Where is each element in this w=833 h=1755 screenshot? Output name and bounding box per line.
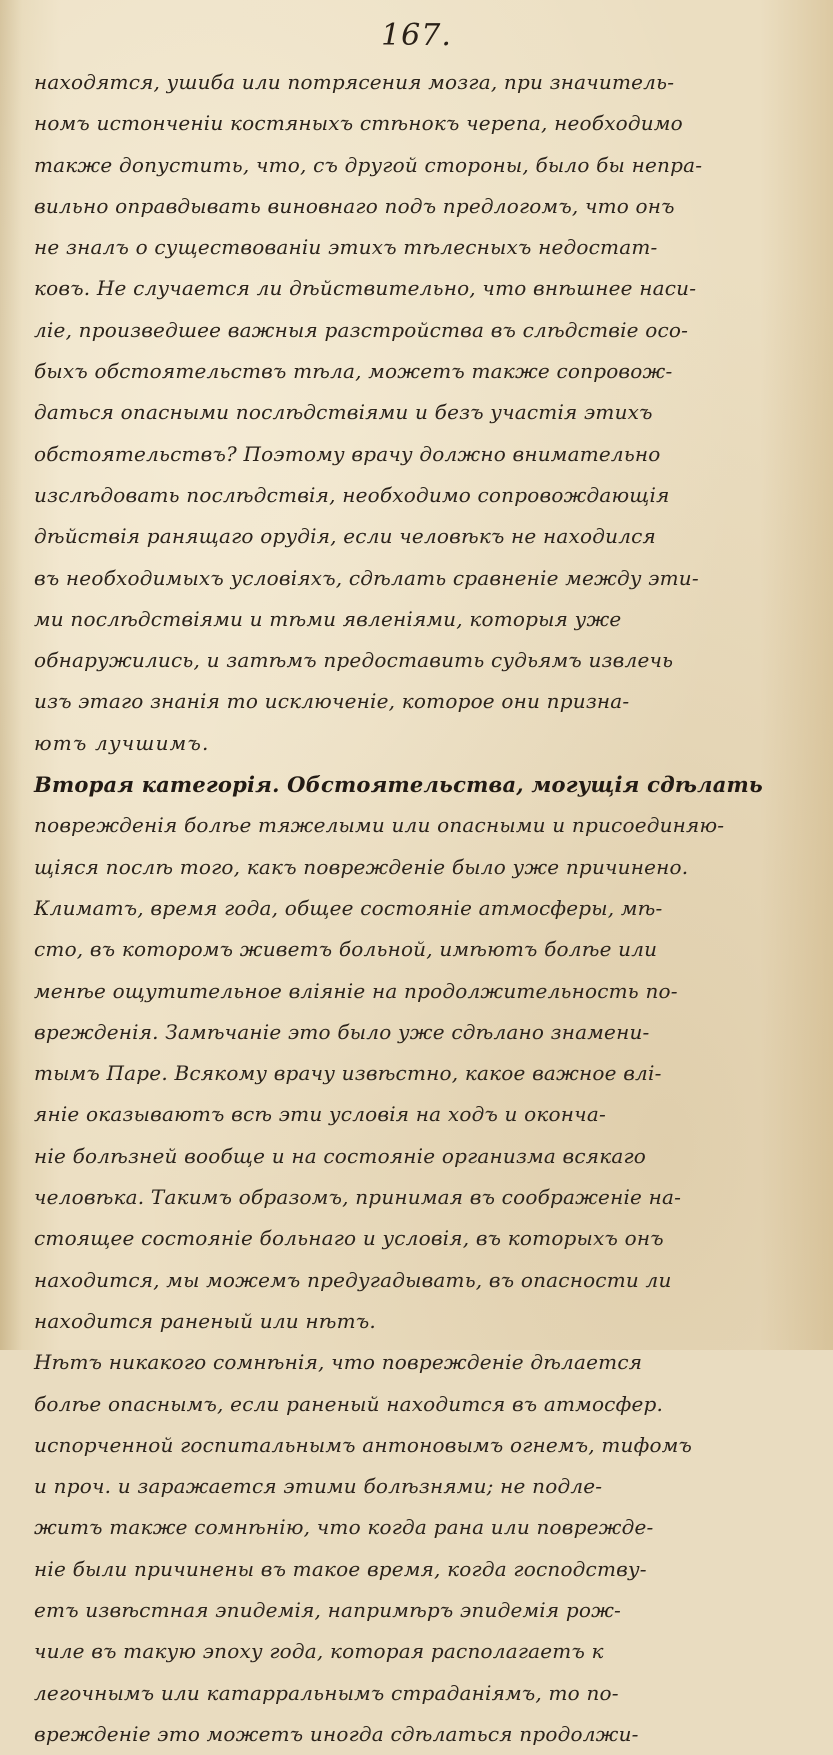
text-line: ніе болѣзней вообще и на состояніе организма всякаго — [34, 1143, 647, 1168]
text-line: ми послѣдствіями и тѣми явленіями, которыя уже — [34, 606, 622, 631]
page-number: 167. — [381, 18, 452, 53]
text-line: дѣйствія ранящаго орудія, если человѣкъ не находился — [34, 524, 656, 549]
text-line: даться опасными послѣдствіями и безъ участія этихъ — [34, 400, 653, 425]
text-line: вильно оправдывать виновнаго подъ предлогомъ, что онъ — [34, 193, 675, 218]
text-line: сто, въ которомъ живетъ больной, имѣютъ болѣе или — [34, 937, 658, 962]
text-line: быхъ обстоятельствъ тѣла, можетъ также сопровож- — [34, 359, 673, 384]
text-line: яніе оказываютъ всѣ эти условія на ходъ и оконча- — [34, 1102, 606, 1127]
text-line: находится, мы можемъ предугадывать, въ опасности ли — [34, 1267, 672, 1292]
text-line: находится раненый или нѣтъ. — [34, 1308, 376, 1333]
text-line: поврежденія болѣе тяжелыми или опасными и присоединяю- — [34, 813, 725, 838]
text-line: житъ также сомнѣнію, что когда рана или поврежде- — [34, 1515, 654, 1540]
text-line: изъ этаго знанія то исключеніе, которое они призна- — [34, 689, 630, 714]
text-line: щіяся послѣ того, какъ поврежденіе было уже причинено. — [34, 854, 689, 879]
text-line: ніе были причинены въ такое время, когда господству- — [34, 1556, 647, 1581]
text-line: также допустить, что, съ другой стороны, было бы непра- — [34, 152, 703, 177]
text-line: Нѣтъ никакого сомнѣнія, что поврежденіе дѣлается — [34, 1350, 643, 1375]
text-line: обнаружились, и затѣмъ предоставить судьямъ извлечь — [34, 648, 674, 673]
text-line: въ необходимыхъ условіяхъ, сдѣлать сравненіе между эти- — [34, 565, 699, 590]
text-line: стоящее состояніе больнаго и условія, въ которыхъ онъ — [34, 1226, 664, 1251]
text-line: врежденія. Замѣчаніе это было уже сдѣлано знамени- — [34, 1019, 650, 1044]
text-line: тымъ Паре. Всякому врачу извѣстно, какое важное влі- — [34, 1061, 662, 1086]
text-line: чиле въ такую эпоху года, которая располагаетъ к — [34, 1639, 604, 1664]
text-line: врежденіе это можетъ иногда сдѣлаться продолжи- — [34, 1721, 639, 1746]
text-line: находятся, ушиба или потрясения мозга, при значитель- — [34, 70, 675, 94]
text-line: легочнымъ или катарральнымъ страданіямъ, то по- — [34, 1680, 619, 1705]
text-line: обстоятельствъ? Поэтому врачу должно внимательно — [34, 441, 661, 466]
text-line: болѣе опаснымъ, если раненый находится въ атмосфер. — [34, 1391, 664, 1416]
text-line: ютъ лучшимъ. — [34, 730, 210, 755]
text-line: ковъ. Не случается ли дѣйствительно, что внѣшнее наси- — [34, 276, 697, 301]
section-heading-line: Вторая категорія. Обстоятельства, могущія сдѣлать — [34, 772, 763, 798]
text-line: человѣка. Такимъ образомъ, принимая въ соображеніе на- — [34, 1185, 682, 1210]
text-line: изслѣдовать послѣдствія, необходимо сопровождающія — [34, 482, 670, 507]
handwritten-text-block — [34, 62, 809, 1755]
text-line: ліе, произведшее важныя разстройства въ слѣдствіе осо- — [34, 317, 689, 342]
text-line: номъ истонченіи костяныхъ стѣнокъ черепа, необходимо — [34, 111, 683, 136]
text-line: не зналъ о существованіи этихъ тѣлесныхъ недостат- — [34, 235, 658, 260]
text-line: етъ извѣстная эпидемія, напримѣръ эпидемія рож- — [34, 1597, 622, 1622]
text-line: и проч. и заражается этими болѣзнями; не подле- — [34, 1474, 603, 1499]
text-line: менѣе ощутительное вліяніе на продолжительность по- — [34, 978, 678, 1003]
text-line: Климатъ, время года, общее состояніе атмосферы, мѣ- — [34, 895, 663, 920]
text-line: испорченной госпитальнымъ антоновымъ огнемъ, тифомъ — [34, 1432, 693, 1457]
